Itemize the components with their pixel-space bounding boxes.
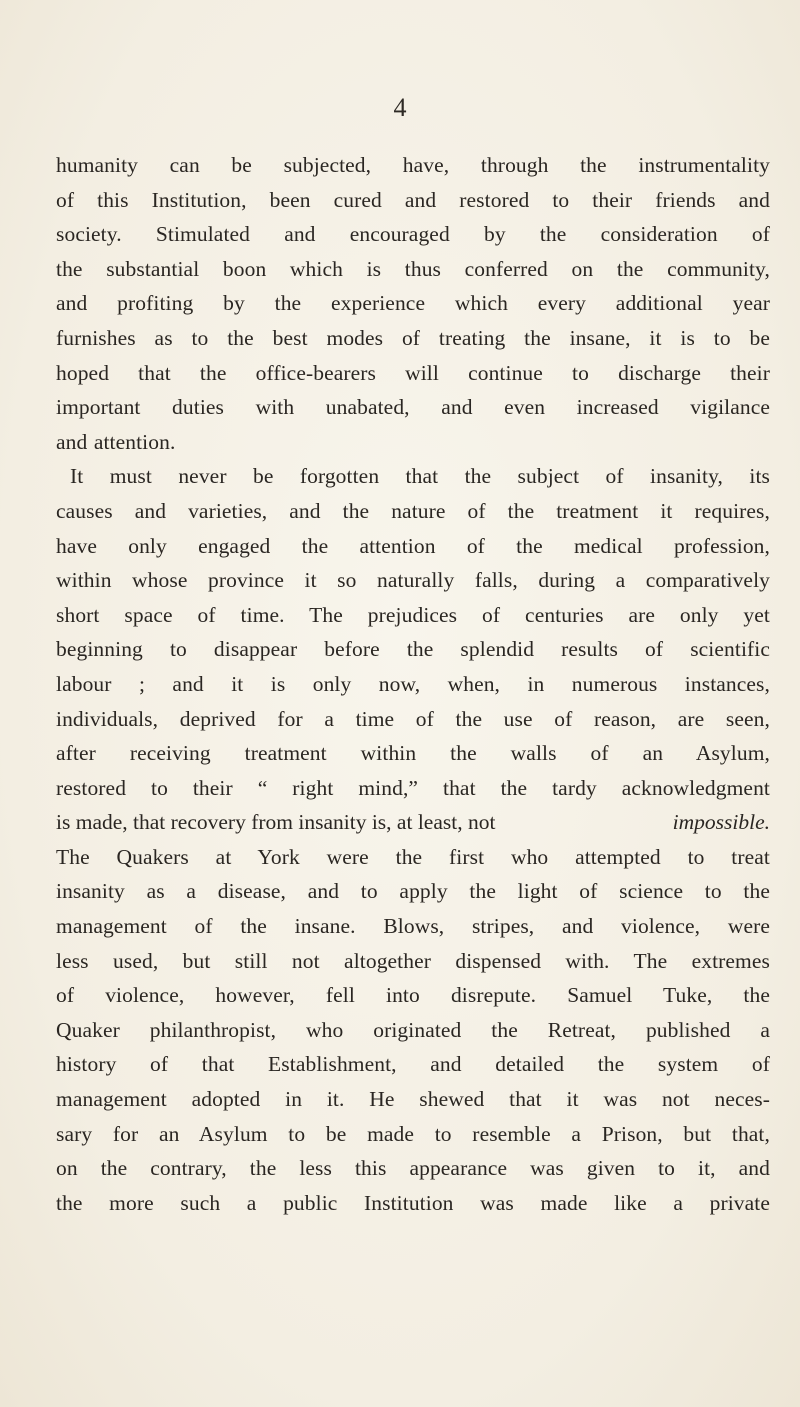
body-text [56,148,770,1220]
text-line: management adopted in it. He shewed that it was not neces- [56,1087,770,1112]
text-line: and profiting by the experience which every additional year [56,291,770,316]
text-line: The Quakers at York were the first who attempted to treat [56,844,770,869]
text-line: important duties with unabated, and even increased vigilance [56,395,770,420]
text-line: of violence, however, fell into disrepute. Samuel Tuke, the [56,983,770,1008]
text-line: history of that Establishment, and detailed the system of [56,1052,770,1077]
text-line: on the contrary, the less this appearance was given to it, and [56,1156,770,1181]
paragraph-start-line: It must never be forgotten that the subject of insanity, its [70,464,770,489]
page-number: 4 [393,93,407,122]
text-line: individuals, deprived for a time of the use of reason, are seen, [56,706,770,731]
text-line: furnishes as to the best modes of treating the insane, it is to be [56,325,770,350]
text-line: society. Stimulated and encouraged by the consideration of [56,222,770,247]
text-line: beginning to disappear before the splendid results of scientific [56,637,770,662]
text-line: within whose province it so naturally falls, during a comparatively [56,568,770,593]
text-line: of this Institution, been cured and restored to their friends and [56,187,770,212]
text-line: Quaker philanthropist, who originated the Retreat, published a [56,1017,770,1042]
text-line: less used, but still not altogether dispensed with. The extremes [56,948,770,973]
text-line: short space of time. The prejudices of centuries are only yet [56,602,770,627]
text-line: management of the insane. Blows, stripes, and violence, were [56,914,770,939]
text-line: causes and varieties, and the nature of the treatment it requires, [56,498,770,523]
text-line-with-emphasis [56,805,770,840]
text-line-part: is made, that recovery from insanity is, at least, not [56,810,496,835]
paragraph-end-line: and attention. [56,429,176,454]
text-line: insanity as a disease, and to apply the light of science to the [56,879,770,904]
text-line: labour ; and it is only now, when, in numerous instances, [56,671,770,696]
text-line: after receiving treatment within the walls of an Asylum, [56,741,770,766]
text-line: the more such a public Institution was made like a private [56,1190,770,1215]
text-line: have only engaged the attention of the medical profession, [56,533,770,558]
text-line: the substantial boon which is thus conferred on the community, [56,256,770,281]
text-line: hoped that the office-bearers will continue to discharge their [56,360,770,385]
text-line: humanity can be subjected, have, through the instrumentality [56,153,770,177]
text-line: restored to their “ right mind,” that the tardy acknowledgment [56,775,770,800]
text-line: sary for an Asylum to be made to resemble a Prison, but that, [56,1121,770,1146]
emphasis-impossible: impossible. [672,810,770,835]
